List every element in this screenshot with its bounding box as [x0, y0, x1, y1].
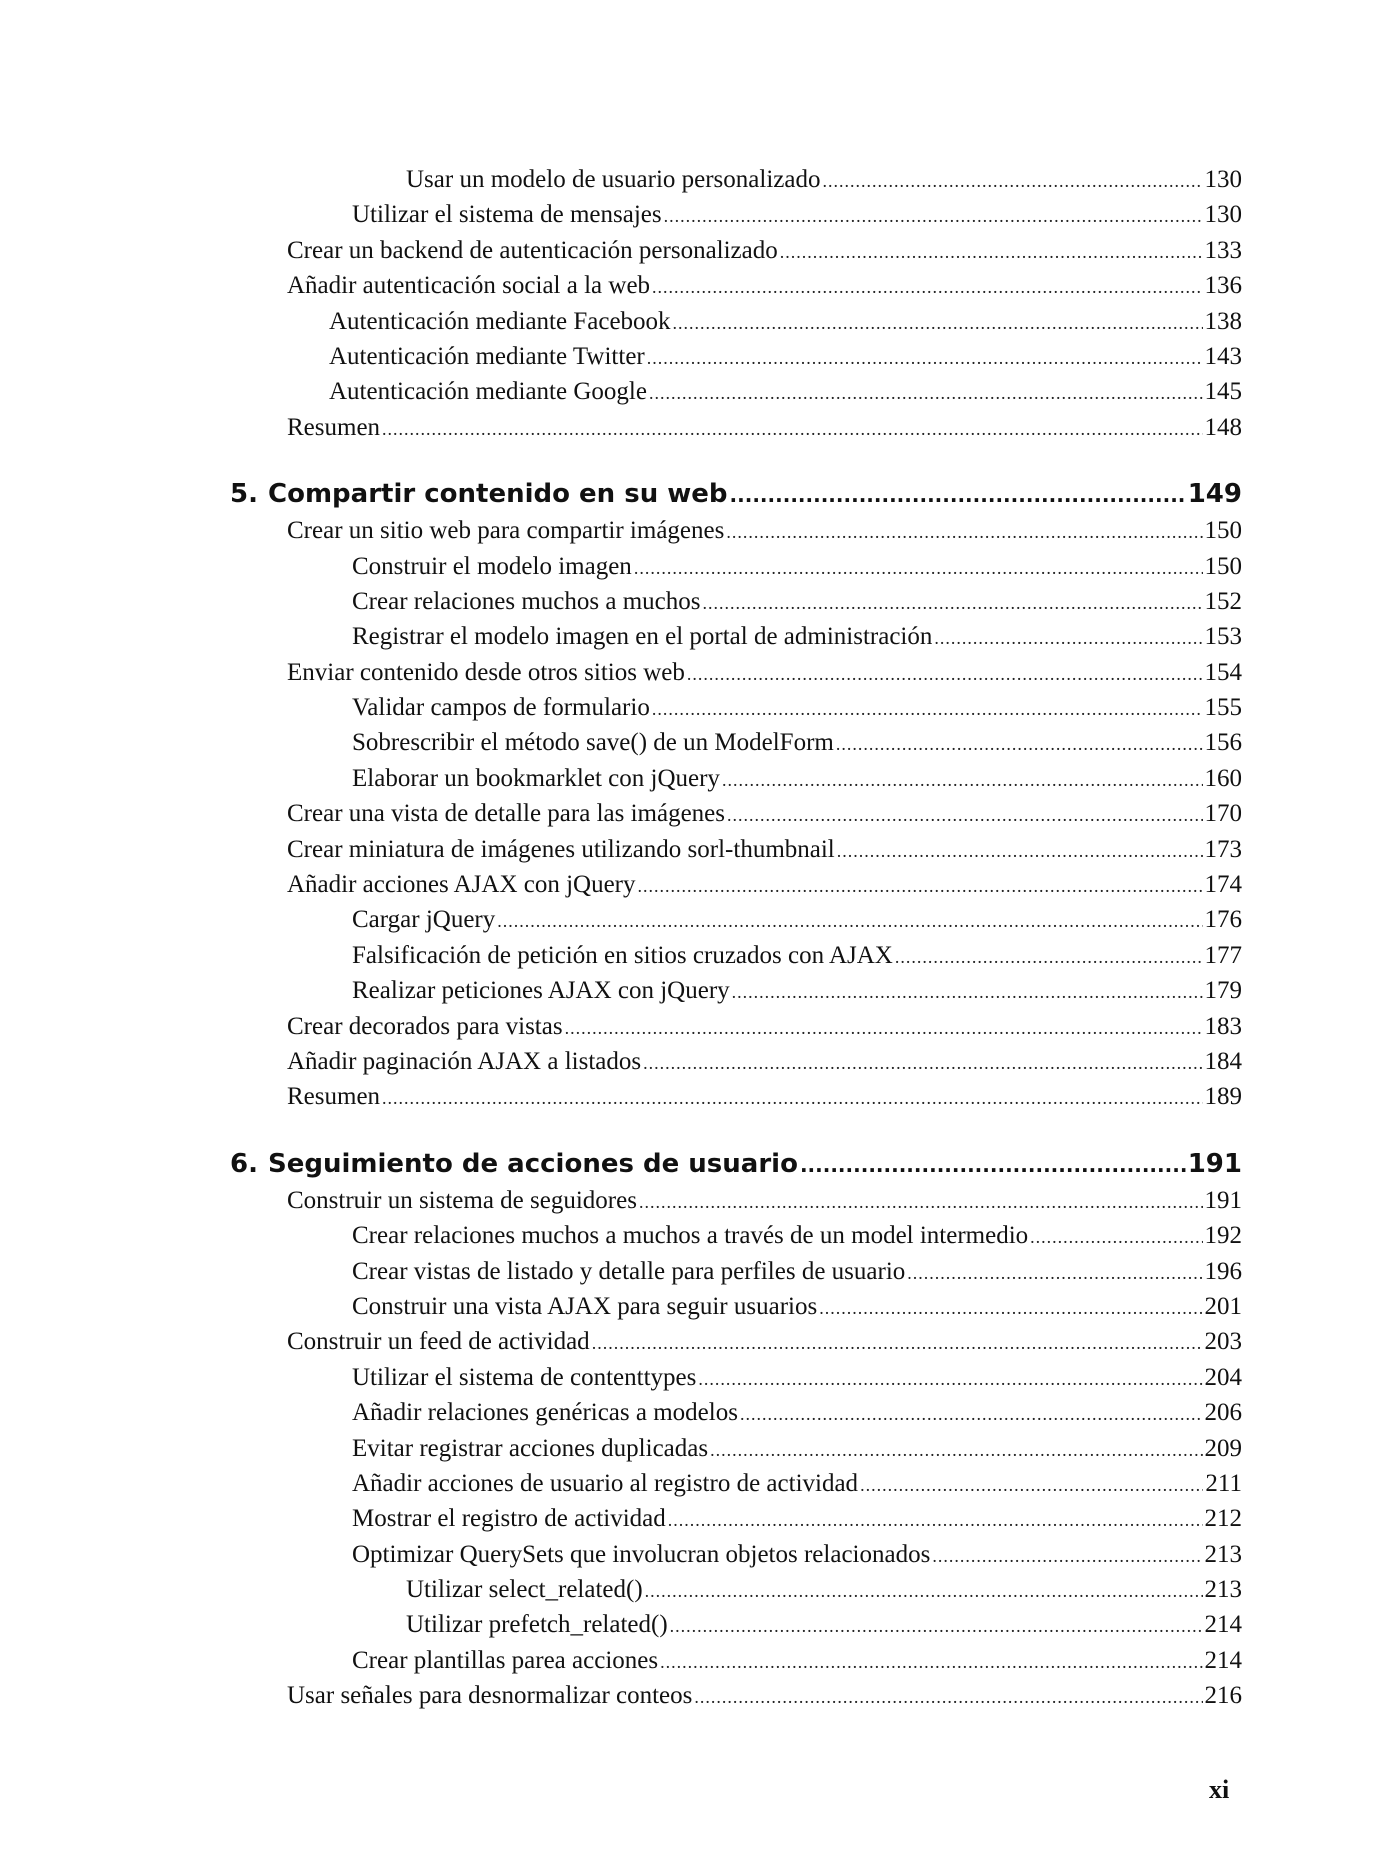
toc-entry — [230, 1044, 1242, 1079]
entry-page-number: 179 — [1204, 977, 1242, 1005]
chapter-title — [230, 476, 730, 513]
toc-entry — [230, 902, 1242, 937]
dot-leader — [643, 1046, 1202, 1081]
entry-title: Añadir autenticación social a la web — [287, 272, 651, 300]
dot-leader — [565, 1011, 1203, 1046]
dot-leader — [687, 657, 1203, 692]
toc-entry — [230, 938, 1242, 973]
entry-title: Utilizar el sistema de contenttypes — [352, 1363, 697, 1391]
entry-page-number: 196 — [1204, 1257, 1242, 1285]
entry-title: Usar señales para desnormalizar conteos — [287, 1682, 693, 1710]
chapter-title-text: Compartir contenido en su web — [268, 479, 728, 510]
toc-entry — [230, 1218, 1242, 1253]
entry-title: Crear relaciones muchos a muchos a través de un model intermedio — [352, 1222, 1029, 1250]
entry-page-number: 173 — [1204, 835, 1242, 863]
dot-leader — [860, 1468, 1203, 1503]
entry-title: Optimizar QuerySets que involucran objetos relacionados — [352, 1540, 931, 1568]
toc-entry — [230, 339, 1242, 374]
dot-leader — [932, 1539, 1202, 1574]
toc-entry — [230, 973, 1242, 1008]
entry-page-number: 212 — [1204, 1505, 1242, 1533]
dot-leader — [652, 270, 1202, 305]
dot-leader — [647, 341, 1203, 376]
chapter-title-text: Seguimiento de acciones de usuario — [268, 1148, 798, 1179]
toc-entry — [230, 584, 1242, 619]
dot-leader — [673, 306, 1203, 341]
entry-page-number: 209 — [1204, 1434, 1242, 1462]
entry-title: Resumen — [287, 1083, 381, 1111]
entry-title: Utilizar select_related() — [406, 1576, 643, 1604]
dot-leader — [727, 798, 1202, 833]
entry-title: Crear una vista de detalle para las imágenes — [287, 800, 726, 828]
toc-entry — [230, 197, 1242, 232]
toc-entry — [230, 374, 1242, 409]
dot-leader — [634, 551, 1203, 586]
entry-title: Registrar el modelo imagen en el portal de administración — [352, 623, 933, 651]
toc-entry — [230, 1289, 1242, 1324]
dot-leader — [907, 1256, 1202, 1291]
entry-title: Validar campos de formulario — [352, 694, 650, 722]
entry-page-number: 143 — [1204, 342, 1242, 370]
dot-leader — [780, 235, 1203, 270]
entry-page-number: 130 — [1204, 201, 1242, 229]
entry-page-number: 206 — [1204, 1399, 1242, 1427]
entry-page-number: 148 — [1204, 413, 1242, 441]
entry-page-number: 133 — [1204, 236, 1242, 264]
entry-title: Crear relaciones muchos a muchos — [352, 587, 701, 615]
dot-leader — [722, 763, 1203, 798]
dot-leader — [730, 477, 1186, 514]
entry-title: Autenticación mediante Facebook — [329, 307, 671, 335]
entry-page-number: 136 — [1204, 272, 1242, 300]
dot-leader — [710, 1433, 1202, 1468]
toc-entry — [230, 233, 1242, 268]
dot-leader — [638, 869, 1203, 904]
entry-page-number: 170 — [1204, 800, 1242, 828]
entry-title: Crear un sitio web para compartir imágenes — [287, 517, 725, 545]
entry-page-number: 176 — [1204, 906, 1242, 934]
entry-page-number: 191 — [1187, 1148, 1242, 1179]
dot-leader — [639, 1185, 1203, 1220]
entry-page-number: 153 — [1204, 623, 1242, 651]
entry-title: Mostrar el registro de actividad — [352, 1505, 666, 1533]
toc-entry — [230, 761, 1242, 796]
dot-leader — [819, 1291, 1202, 1326]
toc-entry — [230, 1254, 1242, 1289]
dot-leader — [698, 1362, 1202, 1397]
entry-page-number: 211 — [1205, 1469, 1242, 1497]
entry-title: Autenticación mediante Twitter — [329, 342, 645, 370]
dot-leader — [726, 515, 1202, 550]
dot-leader — [895, 940, 1203, 975]
entry-page-number: 160 — [1204, 764, 1242, 792]
entry-title: Crear un backend de autenticación personalizado — [287, 236, 778, 264]
entry-title: Construir el modelo imagen — [352, 552, 632, 580]
dot-leader — [645, 1574, 1203, 1609]
entry-title: Añadir paginación AJAX a listados — [287, 1047, 642, 1075]
entry-title: Construir un feed de actividad — [287, 1328, 590, 1356]
entry-title: Crear miniatura de imágenes utilizando sorl-thumbnail — [287, 835, 835, 863]
entry-page-number: 145 — [1204, 378, 1242, 406]
toc-entry — [230, 1079, 1242, 1114]
dot-leader — [800, 1147, 1186, 1184]
toc-entry — [230, 1501, 1242, 1536]
toc-entry — [230, 268, 1242, 303]
toc-entry — [230, 1466, 1242, 1501]
dot-leader — [732, 975, 1203, 1010]
toc-entry — [230, 1009, 1242, 1044]
toc-entry — [230, 513, 1242, 548]
entry-title: Usar un modelo de usuario personalizado — [406, 166, 821, 193]
dot-leader — [382, 1081, 1202, 1116]
toc-entry — [230, 1183, 1242, 1218]
entry-title: Resumen — [287, 413, 381, 441]
entry-page-number: 152 — [1204, 587, 1242, 615]
dot-leader — [382, 412, 1202, 447]
toc-entry — [230, 304, 1242, 339]
toc-entry — [230, 690, 1242, 725]
toc-entry — [230, 619, 1242, 654]
dot-leader — [1030, 1220, 1202, 1255]
entry-page-number: 156 — [1204, 729, 1242, 757]
toc-entry — [230, 1395, 1242, 1430]
toc-entry — [230, 549, 1242, 584]
toc-entry — [230, 1643, 1242, 1678]
chapter-title — [230, 1146, 800, 1183]
dot-leader — [822, 164, 1202, 199]
entry-page-number: 201 — [1204, 1292, 1242, 1320]
toc-entry — [230, 410, 1242, 445]
entry-page-number: 214 — [1204, 1611, 1242, 1639]
chapter-number: 5. — [230, 479, 258, 510]
entry-title: Crear vistas de listado y detalle para perfiles de usuario — [352, 1257, 906, 1285]
toc-entry — [230, 867, 1242, 902]
entry-page-number: 149 — [1187, 479, 1242, 510]
entry-title: Falsificación de petición en sitios cruzados con AJAX — [352, 941, 893, 969]
toc-entry — [230, 1572, 1242, 1607]
dot-leader — [694, 1680, 1202, 1715]
entry-title: Realizar peticiones AJAX con jQuery — [352, 977, 730, 1005]
entry-page-number: 189 — [1204, 1083, 1242, 1111]
entry-title: Utilizar el sistema de mensajes — [352, 201, 662, 229]
entry-title: Añadir relaciones genéricas a modelos — [352, 1399, 738, 1427]
dot-leader — [837, 834, 1203, 869]
entry-title: Añadir acciones AJAX con jQuery — [287, 871, 636, 899]
entry-page-number: 130 — [1204, 166, 1242, 193]
entry-page-number: 184 — [1204, 1047, 1242, 1075]
entry-title: Crear decorados para vistas — [287, 1012, 563, 1040]
dot-leader — [703, 586, 1203, 621]
entry-page-number: 177 — [1204, 941, 1242, 969]
page-number: xi — [1209, 1775, 1230, 1804]
toc-entry — [230, 655, 1242, 690]
toc-entry — [230, 1607, 1242, 1642]
entry-title: Elaborar un bookmarklet con jQuery — [352, 764, 720, 792]
entry-page-number: 192 — [1204, 1222, 1242, 1250]
entry-page-number: 183 — [1204, 1012, 1242, 1040]
entry-page-number: 203 — [1204, 1328, 1242, 1356]
entry-title: Construir un sistema de seguidores — [287, 1186, 637, 1214]
chapter-number: 6. — [230, 1148, 258, 1179]
entry-page-number: 138 — [1204, 307, 1242, 335]
entry-title: Crear plantillas parea acciones — [352, 1646, 659, 1674]
dot-leader — [740, 1397, 1203, 1432]
toc-entry — [230, 832, 1242, 867]
dot-leader — [652, 692, 1203, 727]
entry-page-number: 213 — [1204, 1576, 1242, 1604]
entry-page-number: 150 — [1204, 517, 1242, 545]
entry-title: Construir una vista AJAX para seguir usuarios — [352, 1292, 818, 1320]
entry-page-number: 155 — [1204, 694, 1242, 722]
entry-title: Cargar jQuery — [352, 906, 496, 934]
dot-leader — [497, 904, 1202, 939]
toc-entry — [230, 1360, 1242, 1395]
toc-entry — [230, 1324, 1242, 1359]
toc-chapter-entry — [230, 476, 1242, 513]
toc-entry — [230, 796, 1242, 831]
toc-entry — [230, 162, 1242, 197]
entry-page-number: 150 — [1204, 552, 1242, 580]
entry-page-number: 191 — [1204, 1186, 1242, 1214]
entry-title: Enviar contenido desde otros sitios web — [287, 658, 685, 686]
dot-leader — [836, 727, 1203, 762]
dot-leader — [664, 199, 1203, 234]
dot-leader — [668, 1503, 1203, 1538]
entry-title: Evitar registrar acciones duplicadas — [352, 1434, 709, 1462]
entry-page-number: 213 — [1204, 1540, 1242, 1568]
toc-entry — [230, 1431, 1242, 1466]
entry-title: Autenticación mediante Google — [329, 378, 647, 406]
entry-title: Utilizar prefetch_related() — [406, 1611, 668, 1639]
toc-entry — [230, 1678, 1242, 1713]
entry-page-number: 214 — [1204, 1646, 1242, 1674]
entry-page-number: 154 — [1204, 658, 1242, 686]
dot-leader — [649, 376, 1203, 411]
entry-title: Añadir acciones de usuario al registro de actividad — [352, 1469, 859, 1497]
dot-leader — [592, 1326, 1203, 1361]
dot-leader — [670, 1609, 1203, 1644]
entry-title: Sobrescribir el método save() de un ModelForm — [352, 729, 834, 757]
toc-entry — [230, 725, 1242, 760]
dot-leader — [934, 621, 1202, 656]
entry-page-number: 216 — [1204, 1682, 1242, 1710]
entry-page-number: 204 — [1204, 1363, 1242, 1391]
entry-page-number: 174 — [1204, 871, 1242, 899]
table-of-contents — [230, 162, 1242, 1714]
toc-chapter-entry — [230, 1146, 1242, 1183]
dot-leader — [660, 1645, 1202, 1680]
toc-entry — [230, 1537, 1242, 1572]
